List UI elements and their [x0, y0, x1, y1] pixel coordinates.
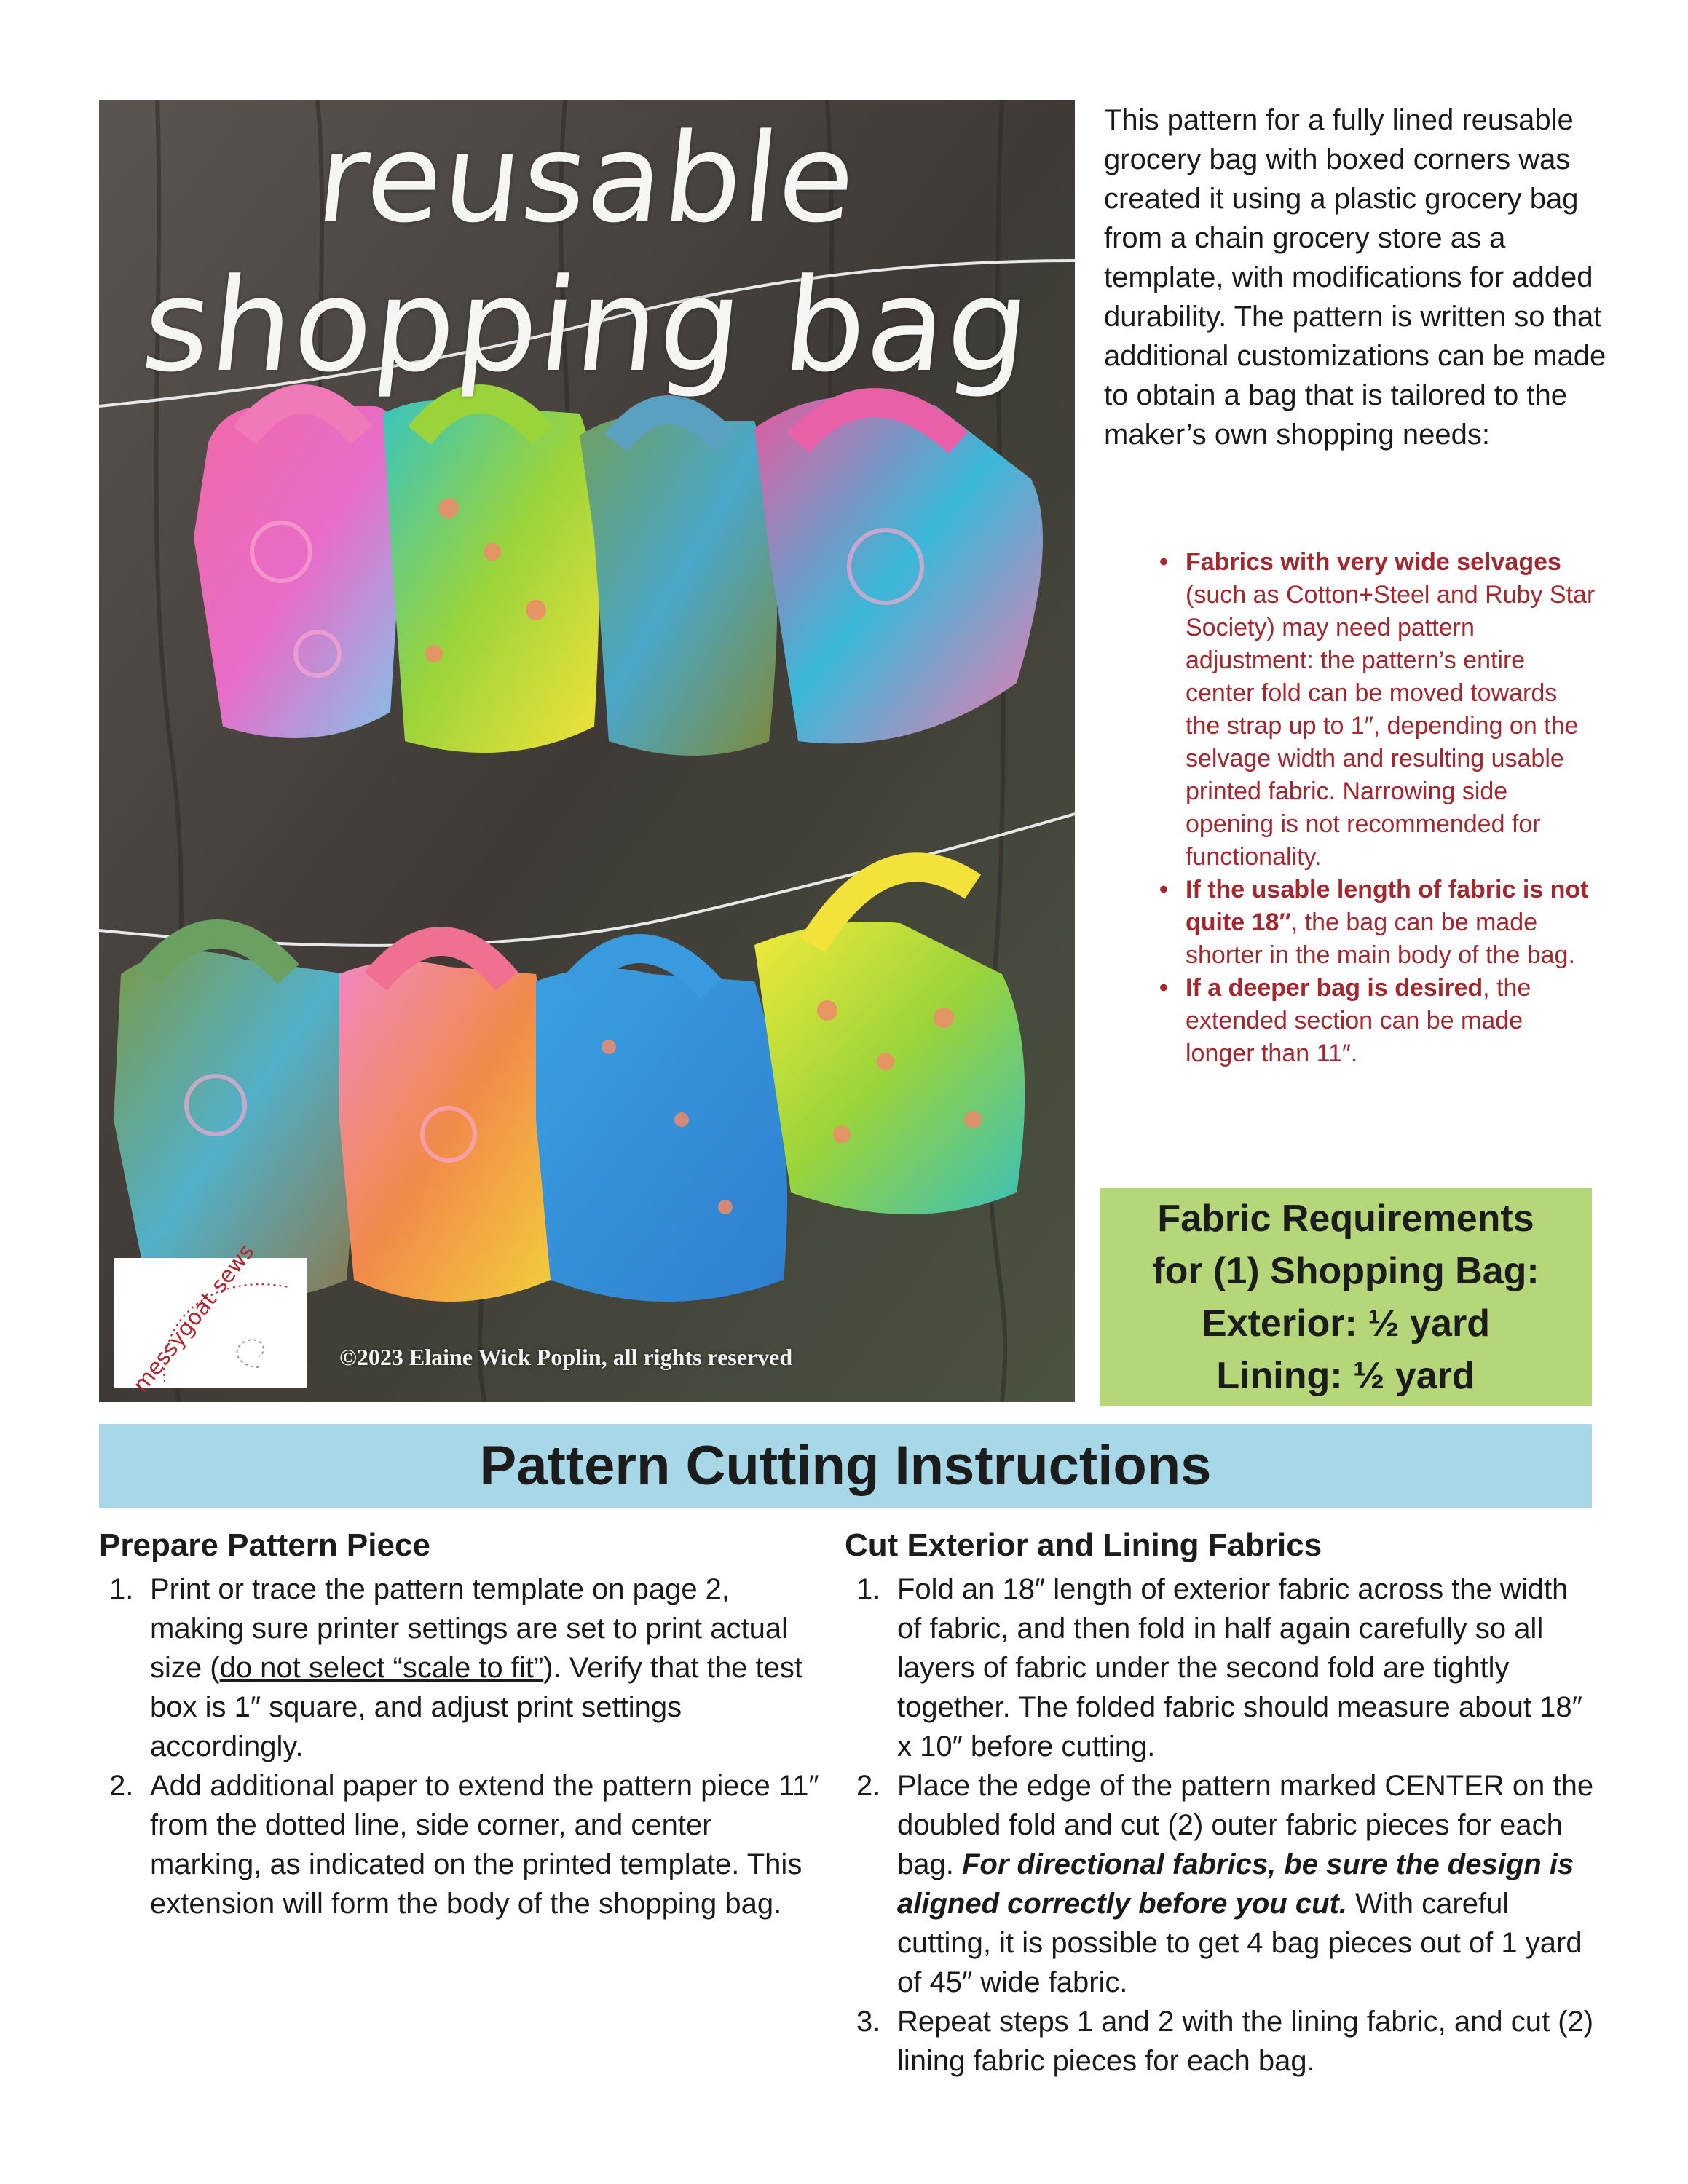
step-number: 2.	[856, 1770, 881, 1802]
list-item	[856, 1570, 1599, 1766]
requirements-exterior: Exterior: ½ yard	[1202, 1302, 1490, 1345]
step-text: Fold an 18″ length of exterior fabric across the width of fabric, and then fold in half again carefully so all layers of fabric under the second fold are tightly together. The folded fabric should measure about 18″ x 10″ before cutting.	[897, 1573, 1582, 1762]
title-line-1: reusable	[310, 107, 864, 250]
list-item	[856, 2002, 1599, 2081]
requirements-line-1: Fabric Requirements	[1157, 1198, 1534, 1240]
list-item	[109, 1766, 830, 1923]
messygoat-logo	[114, 1239, 307, 1398]
tip-text: (such as Cotton+Steel and Ruby Star Society) may need pattern adjustment: the pattern’s entire center fold can be moved towards the strap up to 1″, depending on the selvage width and resulting usable printed fabric. Narrowing side opening is not recommended for functionality.	[1186, 581, 1596, 871]
intro-paragraph	[1104, 100, 1614, 454]
step-emphasis-text: For directional fabrics, be sure the design is aligned correctly before you cut.	[897, 1848, 1574, 1920]
step-text: Place the edge of the pattern marked CENTER on the doubled fold and cut (2) outer fabric pieces for each bag.	[897, 1770, 1594, 1880]
fabric-requirements-box	[1100, 1188, 1592, 1406]
copyright-notice: ©2023 Elaine Wick Poplin, all rights reserved	[339, 1344, 793, 1370]
title-line-2: shopping bag	[135, 251, 1038, 400]
section-banner: Pattern Cutting Instructions	[99, 1424, 1592, 1508]
tip-bold: If the usable length of fabric is not quite 18″	[1186, 876, 1589, 936]
tip-text: , the bag can be made shorter in the main body of the bag.	[1186, 909, 1575, 969]
step-text: Repeat steps 1 and 2 with the lining fabric, and cut (2) lining fabric pieces for each bag.	[897, 2006, 1594, 2077]
cover-photo	[99, 100, 1075, 1402]
step-underlined-text: do not select “scale to fit”	[219, 1652, 544, 1684]
list-item	[856, 1766, 1599, 2002]
logo-text: messygoat sews	[128, 1239, 260, 1398]
step-text: Print or trace the pattern template on page 2, making sure printer settings are set to print actual size (	[150, 1573, 788, 1684]
list-item	[109, 1570, 830, 1766]
requirements-line-2: for (1) Shopping Bag:	[1152, 1250, 1539, 1292]
requirements-lining: Lining: ½ yard	[1216, 1355, 1475, 1397]
tip-deeper-bag	[1159, 972, 1596, 1070]
step-number: 1.	[109, 1573, 134, 1605]
prepare-heading: Prepare Pattern Piece	[99, 1527, 430, 1563]
tip-text: , the extended section can be made longer than 11″.	[1186, 974, 1531, 1067]
cut-steps	[856, 1570, 1599, 2081]
step-number: 2.	[109, 1770, 134, 1802]
tip-wide-selvages	[1159, 546, 1596, 874]
intro-text: This pattern for a fully lined reusable grocery bag with boxed corners was created it using a plastic grocery bag from a chain grocery store as a template, with modifications for added durability. The pattern is written so that additional customizations can be made to obtain a bag that is tailored to the maker’s own shopping needs:	[1104, 104, 1606, 451]
tip-bold: If a deeper bag is desired	[1186, 974, 1483, 1002]
prepare-steps	[109, 1570, 830, 1923]
tip-short-fabric	[1159, 874, 1596, 972]
step-text: Add additional paper to extend the pattern piece 11″ from the dotted line, side corner, and center marking, as indicated on the printed template. This extension will form the body of the shopping bag.	[150, 1770, 819, 1920]
tip-bold: Fabrics with very wide selvages	[1186, 548, 1561, 576]
step-text: With careful cutting, it is possible to get 4 bag pieces out of 1 yard of 45″ wide fabric.	[897, 1888, 1582, 1998]
step-number: 3.	[856, 2006, 881, 2038]
step-text: ). Verify that the test box is 1″ square, and adjust print settings accordingly.	[150, 1652, 802, 1762]
cut-heading: Cut Exterior and Lining Fabrics	[845, 1527, 1322, 1563]
step-number: 1.	[856, 1573, 881, 1605]
customization-tips	[1159, 546, 1596, 1070]
